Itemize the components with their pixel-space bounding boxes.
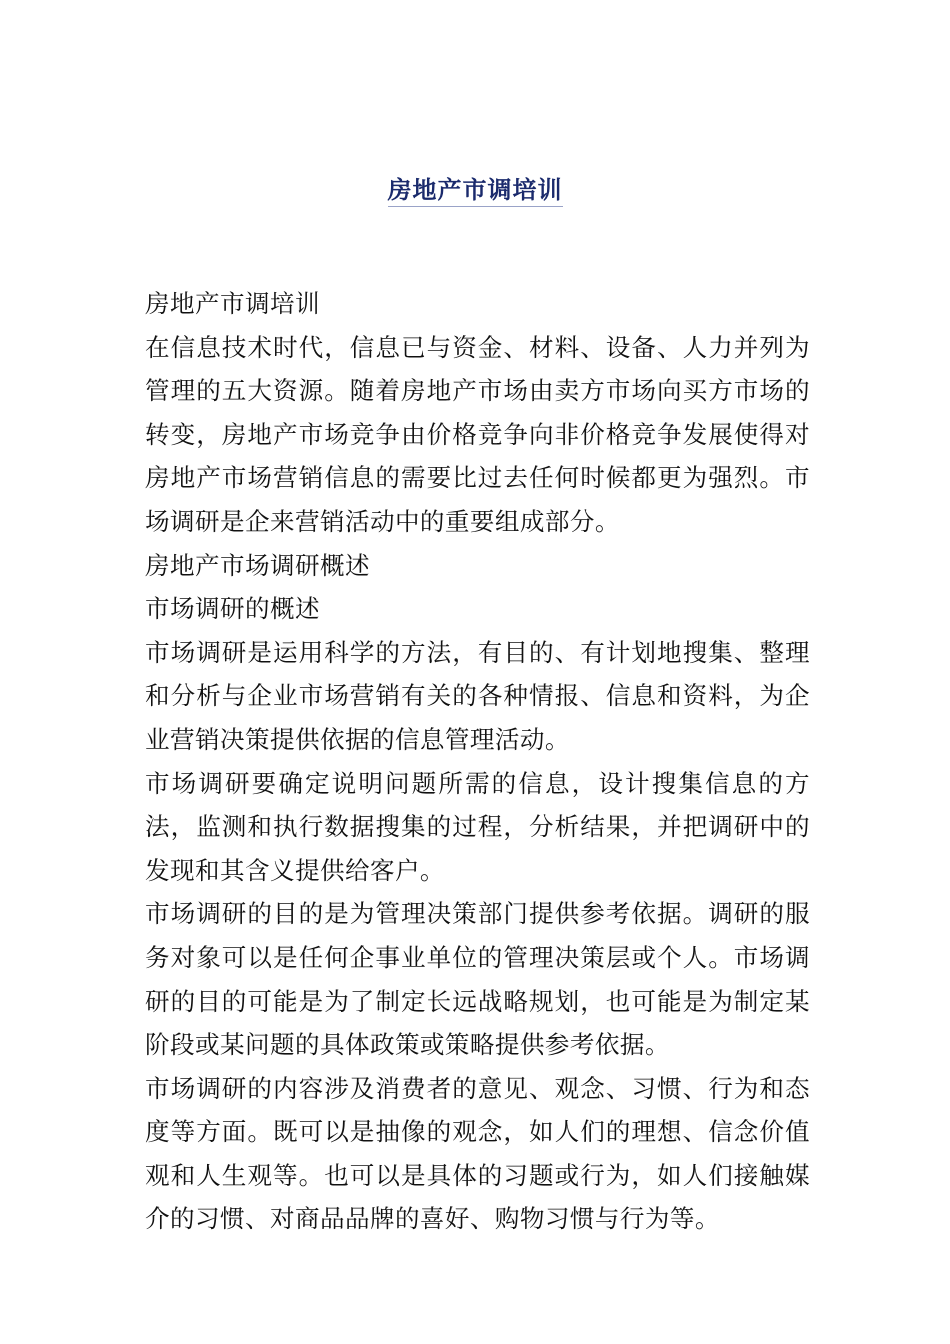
document-title	[0, 172, 950, 208]
paragraph: 市场调研的目的是为管理决策部门提供参考依据。调研的服务对象可以是任何企事业单位的管理决策层或个人。市场调研的目的可能是为了制定长远战略规划，也可能是为制定某阶段或某问题的具体政策或策略提供参考依据。	[145, 899, 810, 1060]
document-body	[145, 282, 810, 1241]
section-heading: 房地产市场调研概述	[145, 550, 370, 580]
subsection-heading: 市场调研的概述	[145, 594, 320, 624]
paragraph: 市场调研的内容涉及消费者的意见、观念、习惯、行为和态度等方面。既可以是抽像的观念，如人们的理想、信念价值观和人生观等。也可以是具体的习题或行为，如人们接触媒介的习惯、对商品品牌的喜好、购物习惯与行为等。	[145, 1073, 810, 1234]
document-title-text: 房地产市调培训	[388, 175, 563, 207]
paragraph-heading: 房地产市调培训	[145, 289, 320, 318]
paragraph: 在信息技术时代，信息已与资金、材料、设备、人力并列为管理的五大资源。随着房地产市场由卖方市场向买方市场的转变，房地产市场竞争由价格竞争向非价格竞争发展使得对房地产市场营销信息的需要比过去任何时候都更为强烈。市场调研是企来营销活动中的重要组成部分。	[145, 332, 810, 536]
paragraph: 市场调研要确定说明问题所需的信息，设计搜集信息的方法，监测和执行数据搜集的过程，分析结果，并把调研中的发现和其含义提供给客户。	[145, 768, 810, 885]
paragraph: 市场调研是运用科学的方法，有目的、有计划地搜集、整理和分析与企业市场营销有关的各种情报、信息和资料，为企业营销决策提供依据的信息管理活动。	[145, 637, 810, 754]
